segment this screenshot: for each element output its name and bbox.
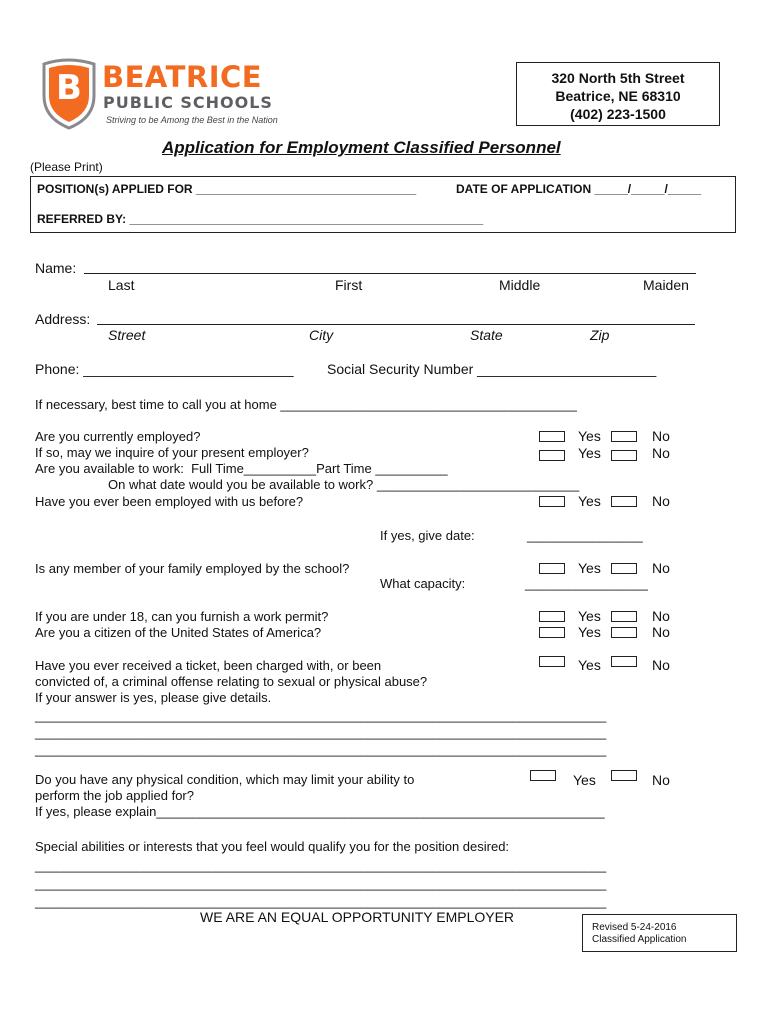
address-line-3: (402) 223-1500 <box>570 106 666 122</box>
revision-box <box>582 914 737 952</box>
address-zip-caption: Zip <box>590 327 610 343</box>
give-date-field[interactable]: ________________ <box>527 528 643 543</box>
question-work-permit: If you are under 18, can you furnish a work permit? <box>35 609 329 624</box>
question-employed: Are you currently employed? <box>35 429 201 444</box>
name-label: Name: <box>35 260 77 276</box>
yes-label: Yes <box>578 493 601 509</box>
address-field[interactable] <box>97 324 695 325</box>
yes-label: Yes <box>578 657 601 673</box>
revision-date: Revised 5-24-2016 <box>592 922 677 933</box>
employed-before-yes-checkbox[interactable] <box>539 496 565 507</box>
address-line-1: 320 North 5th Street <box>551 70 685 86</box>
yes-label: Yes <box>578 428 601 444</box>
address-city-caption: City <box>309 327 334 343</box>
question-inquire-employer: If so, may we inquire of your present employer? <box>35 445 309 460</box>
name-last-caption: Last <box>108 277 135 293</box>
logo-main-text: BEATRICE <box>102 60 263 94</box>
physical-explain-field[interactable]: If yes, please explain______________________________________________________________ <box>35 804 605 819</box>
address-state-caption: State <box>470 327 503 343</box>
citizen-yes-checkbox[interactable] <box>539 627 565 638</box>
name-middle-caption: Middle <box>499 277 541 293</box>
referred-by-field[interactable]: REFERRED BY: _____________________________________________________ <box>37 212 484 226</box>
yes-label: Yes <box>578 445 601 461</box>
work-permit-no-checkbox[interactable] <box>611 611 637 622</box>
yes-label: Yes <box>578 608 601 624</box>
ssn-field[interactable]: Social Security Number _______________________ <box>327 361 657 377</box>
ticket-yes-checkbox[interactable] <box>539 656 565 667</box>
address-street-caption: Street <box>108 327 146 343</box>
special-abilities-line[interactable]: _______________________________________________________________________________ <box>35 858 607 873</box>
logo-sub-text: PUBLIC SCHOOLS <box>103 93 273 112</box>
give-date-label: If yes, give date: <box>380 528 475 543</box>
yes-label: Yes <box>578 624 601 640</box>
employed-yes-checkbox[interactable] <box>539 431 565 442</box>
special-abilities-line[interactable]: _______________________________________________________________________________ <box>35 876 607 891</box>
inquire-no-checkbox[interactable] <box>611 450 637 461</box>
no-label: No <box>652 428 670 444</box>
ticket-detail-line[interactable]: _______________________________________________________________________________ <box>35 725 607 740</box>
no-label: No <box>652 560 670 576</box>
name-maiden-caption: Maiden <box>643 277 689 293</box>
no-label: No <box>652 608 670 624</box>
family-no-checkbox[interactable] <box>611 563 637 574</box>
equal-opportunity-statement: WE ARE AN EQUAL OPPORTUNITY EMPLOYER <box>200 909 515 925</box>
question-physical-line1: Do you have any physical condition, which may limit your ability to <box>35 772 415 787</box>
phone-field[interactable]: Phone: ___________________________ <box>35 361 294 377</box>
school-logo <box>40 56 290 131</box>
logo-letter: B <box>56 68 82 108</box>
question-physical-line2: perform the job applied for? <box>35 788 194 803</box>
no-label: No <box>652 493 670 509</box>
logo-tagline: Striving to be Among the Best in the Nation <box>106 115 278 125</box>
physical-yes-checkbox[interactable] <box>530 770 556 781</box>
question-ticket-line1: Have you ever received a ticket, been charged with, or been <box>35 658 382 673</box>
school-address-box <box>516 62 720 126</box>
question-available-date[interactable]: On what date would you be available to work? ____________________________ <box>108 477 580 492</box>
address-line-2: Beatrice, NE 68310 <box>555 88 681 104</box>
family-yes-checkbox[interactable] <box>539 563 565 574</box>
no-label: No <box>652 624 670 640</box>
employed-no-checkbox[interactable] <box>611 431 637 442</box>
question-employed-before: Have you ever been employed with us before? <box>35 494 304 509</box>
question-citizen: Are you a citizen of the United States of America? <box>35 625 322 640</box>
position-applied-field[interactable]: POSITION(s) APPLIED FOR _________________________________ <box>37 182 417 196</box>
best-time-field[interactable]: If necessary, best time to call you at home _________________________________________ <box>35 397 577 412</box>
citizen-no-checkbox[interactable] <box>611 627 637 638</box>
ticket-no-checkbox[interactable] <box>611 656 637 667</box>
question-available[interactable]: Are you available to work: Full Time__________Part Time __________ <box>35 461 448 476</box>
no-label: No <box>652 772 670 788</box>
question-ticket-line2: convicted of, a criminal offense relating to sexual or physical abuse? <box>35 674 428 689</box>
no-label: No <box>652 445 670 461</box>
ticket-detail-line[interactable]: _______________________________________________________________________________ <box>35 742 607 757</box>
employed-before-no-checkbox[interactable] <box>611 496 637 507</box>
no-label: No <box>652 657 670 673</box>
capacity-label: What capacity: <box>380 576 466 591</box>
date-of-application-field[interactable]: DATE OF APPLICATION _____/_____/_____ <box>456 182 702 196</box>
work-permit-yes-checkbox[interactable] <box>539 611 565 622</box>
special-abilities-line[interactable]: _______________________________________________________________________________ <box>35 894 607 909</box>
question-family-employed: Is any member of your family employed by the school? <box>35 561 350 576</box>
physical-no-checkbox[interactable] <box>611 770 637 781</box>
name-first-caption: First <box>335 277 363 293</box>
ticket-detail-line[interactable]: _______________________________________________________________________________ <box>35 708 607 723</box>
yes-label: Yes <box>578 560 601 576</box>
please-print-note: (Please Print) <box>30 160 103 174</box>
form-title: Application for Employment Classified Personnel <box>162 138 561 157</box>
yes-label: Yes <box>573 772 596 788</box>
form-name: Classified Application <box>592 934 687 945</box>
special-abilities-label: Special abilities or interests that you feel would qualify you for the position desired: <box>35 839 510 854</box>
capacity-field[interactable]: _________________ <box>525 576 648 591</box>
address-label: Address: <box>35 311 91 327</box>
question-ticket-line3: If your answer is yes, please give details. <box>35 690 272 705</box>
name-field[interactable] <box>84 273 696 274</box>
inquire-yes-checkbox[interactable] <box>539 450 565 461</box>
